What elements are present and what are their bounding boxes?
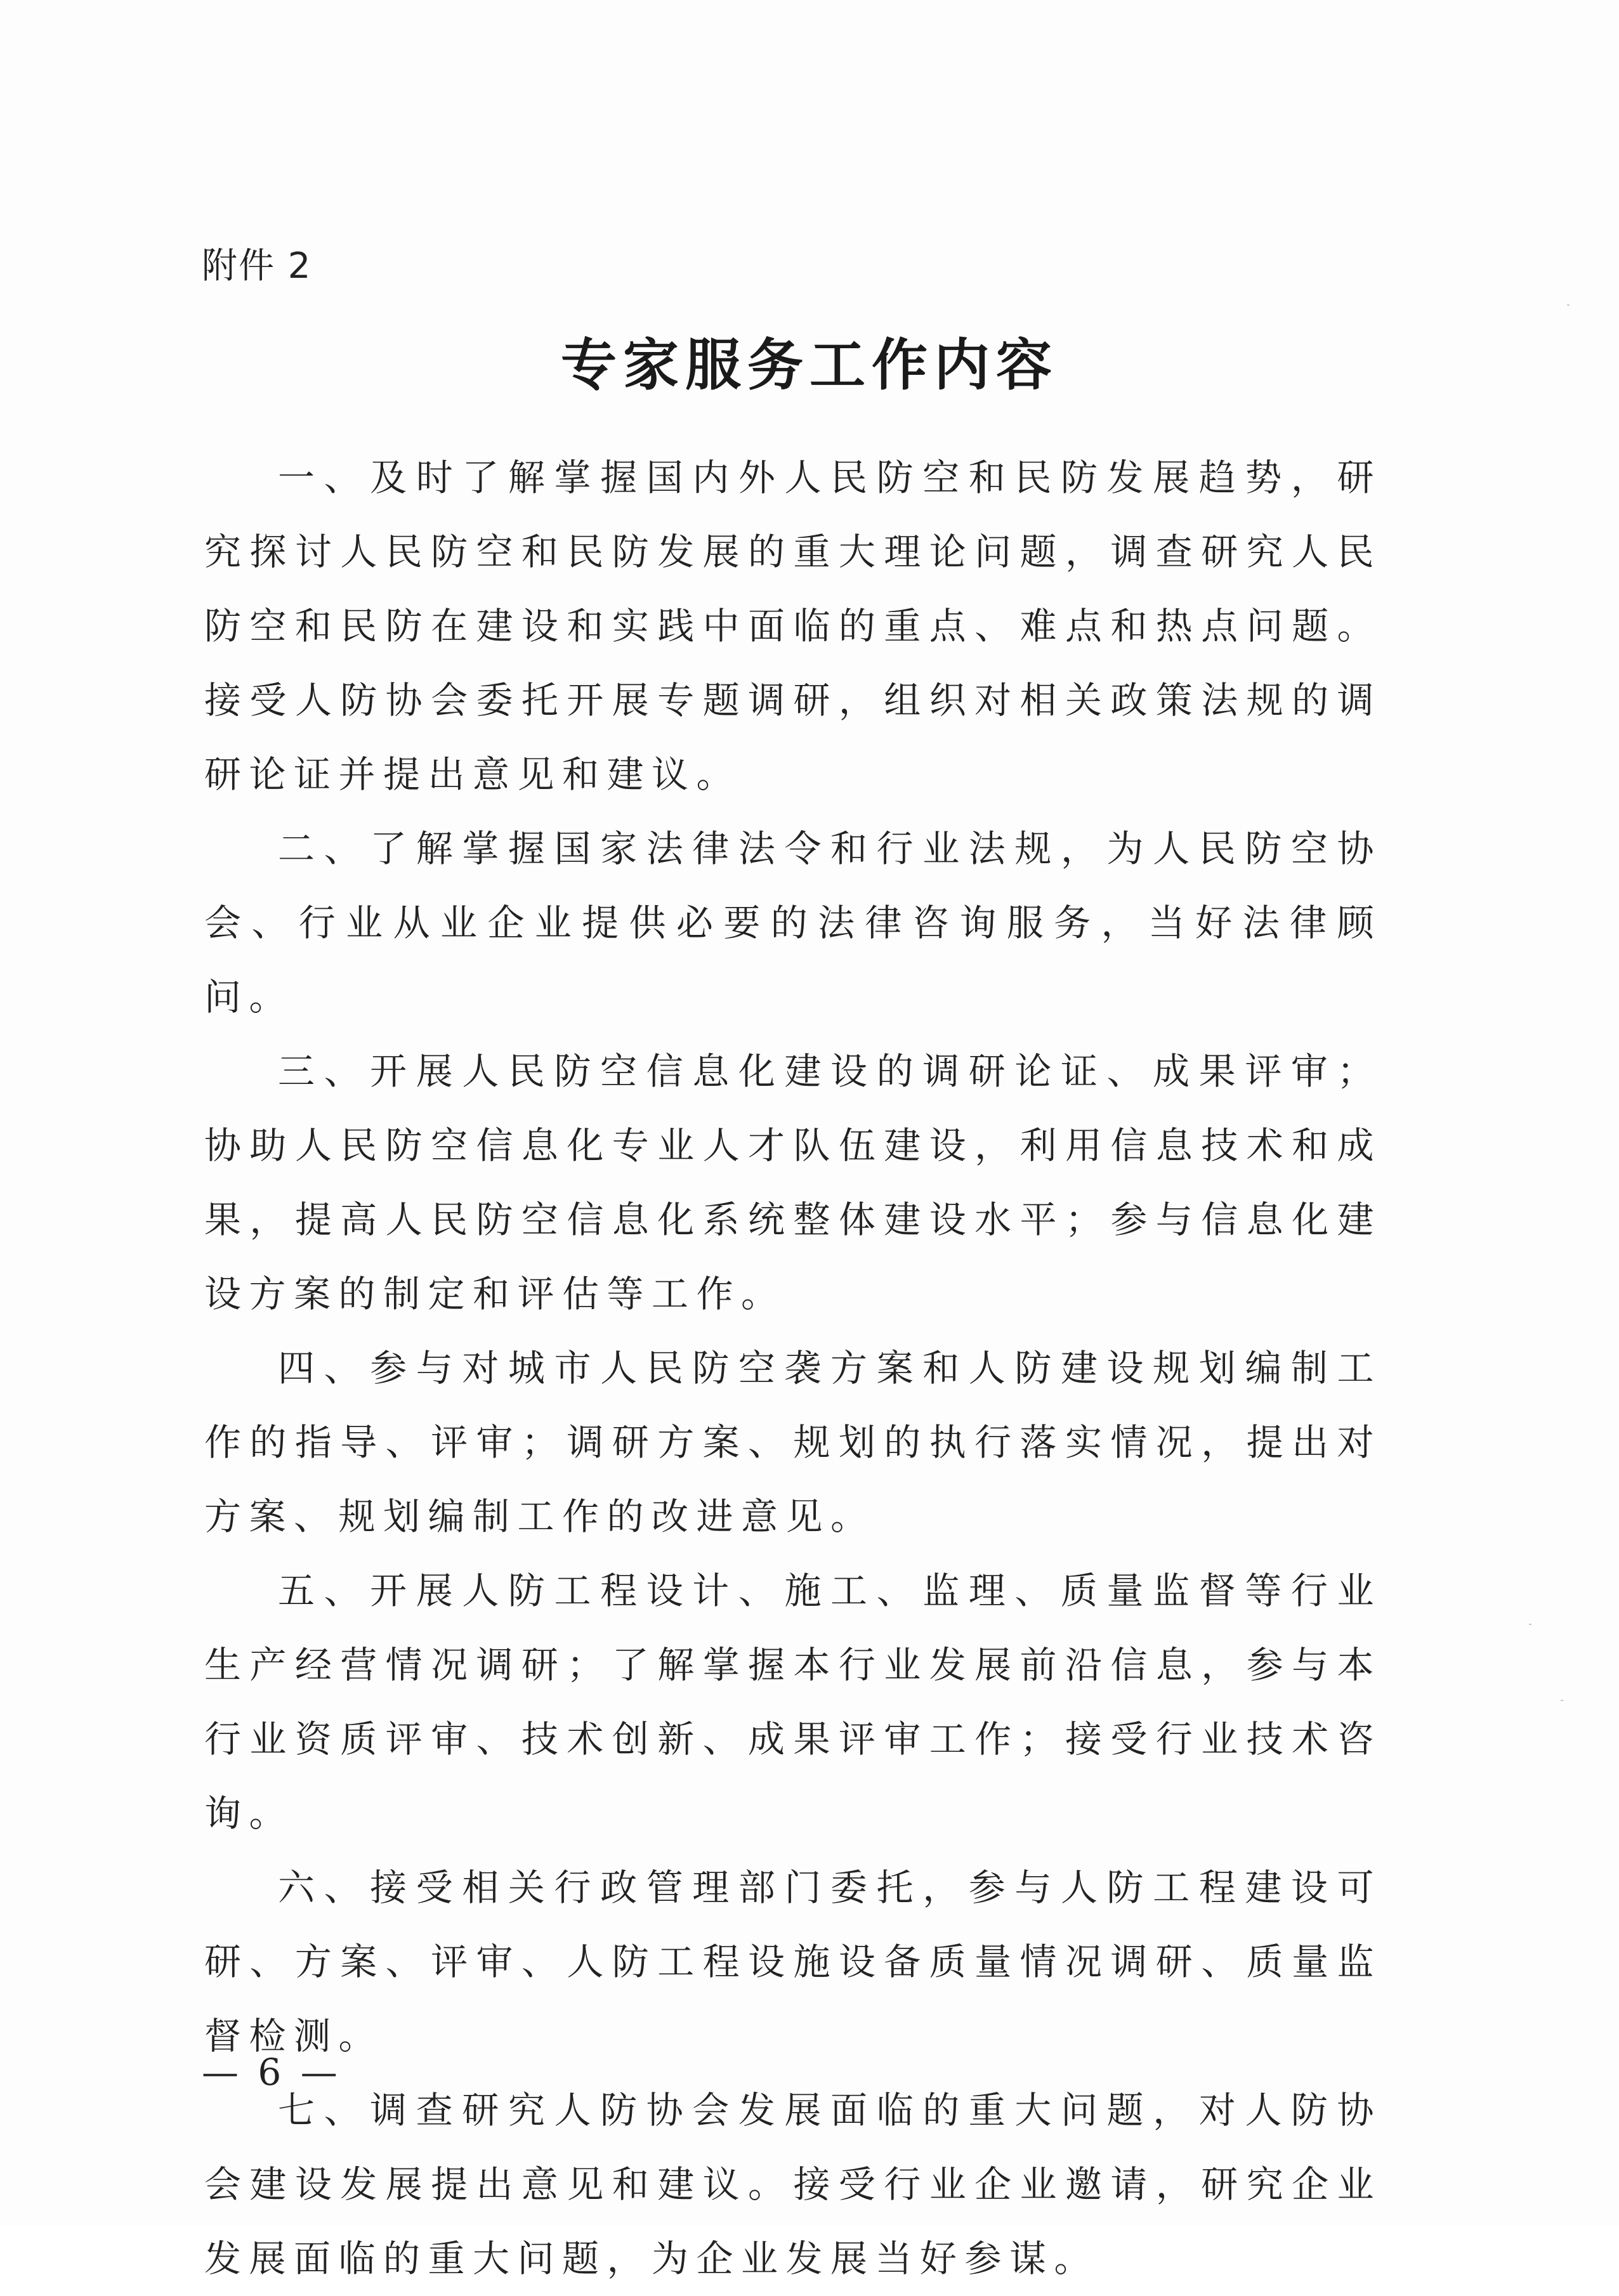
paragraph-4: 四、参与对城市人民防空袭方案和人防建设规划编制工作的指导、评审；调研方案、规划的执行落实情况，提出对方案、规划编制工作的改进意见。: [204, 1347, 1382, 1538]
page-number: — 6 —: [202, 2051, 341, 2094]
page-title: 专家服务工作内容: [560, 332, 1058, 398]
scan-artifact: [1567, 304, 1570, 306]
attachment-label: 附件 2: [202, 245, 312, 287]
paragraph-1: 一、及时了解掌握国内外人民防空和民防发展趋势，研究探讨人民防空和民防发展的重大理论问题，调查研究人民防空和民防在建设和实践中面临的重点、难点和热点问题。接受人防协会委托开展专题调研，组织对相关政策法规的调研论证并提出意见和建议。: [204, 456, 1382, 796]
scan-artifact: [1529, 1624, 1531, 1625]
paragraph-5: 五、开展人防工程设计、施工、监理、质量监督等行业生产经营情况调研；了解掌握本行业发展前沿信息，参与本行业资质评审、技术创新、成果评审工作；接受行业技术咨询。: [204, 1569, 1382, 1835]
scan-artifact: [1561, 1700, 1563, 1701]
paragraph-6: 六、接受相关行政管理部门委托，参与人防工程建设可研、方案、评审、人防工程设施设备质量情况调研、质量监督检测。: [204, 1866, 1382, 2058]
paragraph-3: 三、开展人民防空信息化建设的调研论证、成果评审； 协助人民防空信息化专业人才队伍建设，利用信息技术和成果，提高人民防空信息化系统整体建设水平；参与信息化建设方案的制定和评估等工作。: [204, 1050, 1382, 1315]
document-body: [204, 441, 1382, 2296]
paragraph-7: 七、调查研究人防协会发展面临的重大问题，对人防协会建设发展提出意见和建议。接受行业企业邀请，研究企业发展面临的重大问题，为企业发展当好参谋。: [204, 2089, 1382, 2280]
paragraph-2: 二、了解掌握国家法律法令和行业法规，为人民防空协会、行业从业企业提供必要的法律咨询服务，当好法律顾问。: [204, 827, 1382, 1019]
